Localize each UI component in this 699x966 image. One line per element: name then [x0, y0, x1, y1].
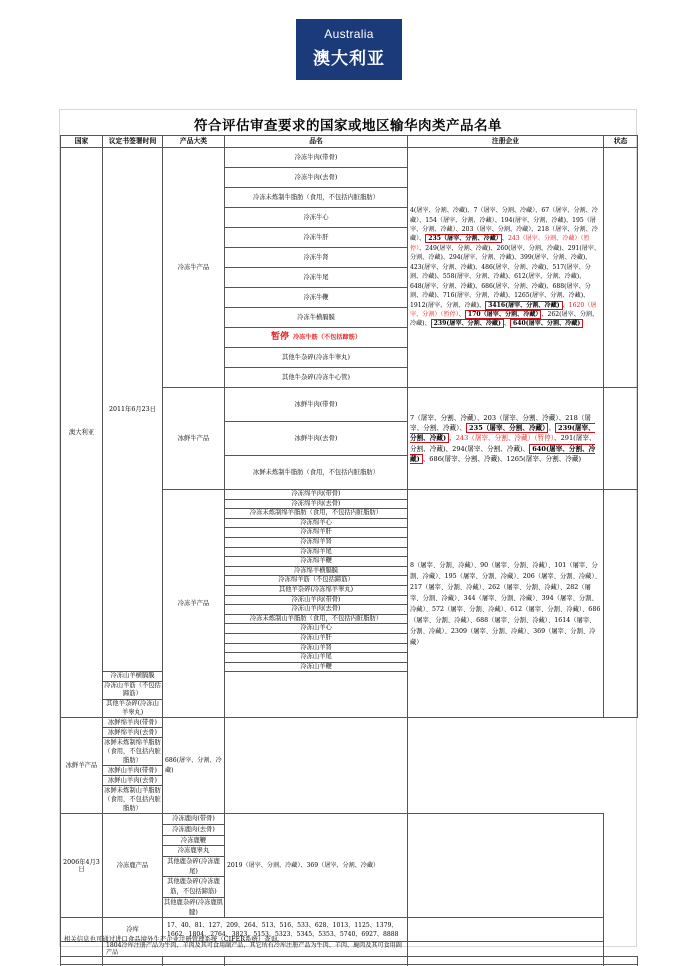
product-name: 冷冻绵羊心: [225, 518, 408, 528]
ent-highlight: 239(屠宰、分割、冷藏): [410, 424, 595, 443]
product-list-document: [59, 109, 637, 957]
product-name: 冰鲜绵羊肉(带骨): [103, 718, 163, 728]
product-name: 冷冻山羊筋（不包括蹄筋）: [103, 681, 163, 699]
category-chilled-beef: 冰鲜牛产品: [163, 388, 225, 490]
header-country: 国家: [61, 136, 103, 148]
ent-suspended: 1620（屠宰、分割）（暂停）: [410, 301, 597, 318]
product-name: 冷冻未炼制牛脂肪（食用，不包括内脏脂肪）: [225, 188, 408, 208]
enterprise-chilled-beef: 7（屠宰、分割、冷藏）、203（屠宰、分割、冷藏）、218（屠宰、分割、冷藏）、 235（屠宰、分割、冷藏） 、 239(屠宰、分割、冷藏) 、243（屠宰、分割、冷藏）（暂停）、291(屠宰、分割、冷藏)、294(屠宰、分割、冷藏)、 640(屠宰、分割、冷藏) 、686(屠宰、分割、冷藏)、1265(屠宰、分割、冷藏): [408, 388, 604, 490]
category-frozen-beef: 冷冻牛产品: [163, 148, 225, 388]
category-frozen-deer: 冷冻鹿产品: [103, 814, 163, 918]
cold-store-enterprises: 17、40、81、127、209、264、513、516、533、628、1013、1125、1379、1662、1804、2764、3823、5153、5323、5345、5353、5740、6927、8888: [163, 918, 408, 942]
status-cell: [408, 814, 604, 918]
ent-text: 7（屠宰、分割、冷藏）、203（屠宰、分割、冷藏）、218（屠宰、分割、冷藏）、: [410, 413, 592, 433]
country-banner: [296, 19, 402, 80]
ent-suspended: 243（屠宰、分割、冷藏）（暂停）: [410, 235, 590, 252]
header-product: 品名: [225, 136, 408, 148]
product-name: 其他牛杂碎(冷冻牛心管): [225, 368, 408, 388]
product-name: 冷冻山羊肝: [225, 633, 408, 643]
product-name: 冷冻鹿鞭: [163, 835, 225, 846]
product-name: 冷冻绵羊肉(带骨): [225, 490, 408, 500]
product-name: 冷冻牛鞭: [225, 288, 408, 308]
category-cold-store: 冷库: [103, 918, 163, 942]
suspended-product: [225, 328, 408, 348]
product-name: 冷冻鹿肉(带骨): [163, 814, 225, 825]
table-row: [61, 148, 638, 168]
product-name: 冷冻绵羊横膈膜: [225, 566, 408, 576]
product-name: 冰鲜牛肉(带骨): [225, 388, 408, 422]
product-name: 冷冻未炼制山羊脂肪（食用，不包括内脏脂肪）: [225, 614, 408, 624]
ent-highlight: 235（屠宰、分割、冷藏）: [425, 234, 502, 243]
cold-store-note: 1804冷库注册产品为牛肉、羊肉及其可食用副产品，其它所有冷库注册产品为牛肉、羊肉、鹿肉及其可食用副产品: [103, 942, 408, 957]
product-name: 其他鹿杂碎(冷冻鹿肌腱): [163, 897, 225, 917]
product-name: 冷冻绵羊肉(去骨): [225, 499, 408, 509]
product-name: 冷冻鹿睾丸: [163, 846, 225, 857]
date-cell-2006: 2006年4月3日: [61, 814, 103, 918]
ent-highlight: 640(屠宰、分割、冷藏): [510, 319, 583, 328]
product-name: 冷冻绵羊筋（不包括蹄筋）: [225, 576, 408, 586]
suspended-product-name: 冷冻牛筋（不包括蹄筋）: [292, 334, 362, 342]
product-name: 其他羊杂碎(冷冻绵羊睾丸): [225, 585, 408, 595]
product-name: 冰鲜未炼制绵羊脂肪（食用，不包括内脏脂肪）: [104, 739, 161, 765]
ent-suspended: 243（屠宰、分割、冷藏）（暂停）: [455, 434, 554, 443]
note-row: [61, 942, 638, 957]
ent-text: 4(屠宰、分割、冷藏)、7（屠宰、分割、冷藏）、67（屠宰、分割、冷藏）、154（屠宰、分割、冷藏）、194(屠宰、分割、冷藏)、195（屠宰、分割、冷藏）、203（屠宰、分割、冷藏）、218（屠宰、分割、冷藏）、: [410, 207, 598, 243]
product-name: 冰鲜未炼制牛脂肪（食用，不包括内脏脂肪）: [225, 456, 408, 490]
product-name: 冷冻山羊肾: [225, 643, 408, 653]
enterprise-frozen-sheep: 8（屠宰、分割、冷藏）、90（屠宰、分割、冷藏）、101（屠宰、分割、冷藏）、195（屠宰、分割、冷藏）、206（屠宰、分割、冷藏）、217（屠宰、分割、冷藏）、262（屠宰、分割、冷藏）、282（屠宰、分割、冷藏）、344（屠宰、分割、冷藏）、394（屠宰、分割、冷藏）、572（屠宰、分割、冷藏）、612（屠宰、分割、冷藏）、686（屠宰、分割、冷藏）、688（屠宰、分割、冷藏）、1614（屠宰、分割、冷藏）、2309（屠宰、分割、冷藏）、369（屠宰、分割、冷藏）: [408, 490, 604, 718]
product-name: 冰鲜山羊肉(带骨): [103, 766, 163, 776]
empty-row: [61, 957, 638, 965]
product-name: 冷冻牛肝: [225, 228, 408, 248]
product-name: 冷冻山羊心: [225, 624, 408, 634]
header-enterprise: 注册企业: [408, 136, 604, 148]
category-chilled-sheep: 冰鲜羊产品: [61, 718, 103, 814]
product-table: [60, 135, 638, 966]
footer-note: 相关信息也可通过进口食品境外生产企业注册管理系统（CIFER系统）查询。: [64, 935, 284, 943]
ent-highlight: 235（屠宰、分割、冷藏）: [466, 423, 548, 433]
product-name: 冷冻绵羊肾: [225, 537, 408, 547]
product-name: 其他牛杂碎(冷冻牛睾丸): [225, 348, 408, 368]
ent-highlight: 170（屠宰、分割、冷藏）: [465, 310, 542, 319]
product-name: 冷冻牛横膈膜: [225, 308, 408, 328]
header-row: [61, 136, 638, 148]
document-title: 符合评估审查要求的国家或地区输华肉类产品名单: [194, 118, 502, 134]
banner-english-title: Australia: [324, 27, 374, 41]
product-name: 冷冻山羊鞭: [225, 662, 408, 672]
enterprise-chilled-sheep: 686(屠宰、分割、冷藏): [163, 718, 225, 814]
product-name: 冷冻山羊尾: [225, 653, 408, 663]
status-cell: [604, 388, 638, 490]
product-name: 其他羊杂碎(冷冻山羊睾丸): [103, 700, 163, 718]
ent-text: 、291(屠宰、分割、冷藏)、294(屠宰、分割、冷藏)、: [410, 434, 596, 453]
status-cell: [604, 148, 638, 388]
header-category: 产品大类: [163, 136, 225, 148]
ent-text: 、249(屠宰、分割、冷藏)、260(屠宰、分割、冷藏)、291(屠宰、分割、冷藏)、294(屠宰、分割、冷藏)、399(屠宰、分割、冷藏)、423(屠宰、分割、冷藏)、486(屠宰、分割、冷藏)、517(屠宰、分割、冷藏)、558(屠宰、分割、冷藏)、612(屠宰、分割、冷藏)、648(屠宰、分割、冷藏)、686(屠宰、分割、冷藏)、688(屠宰、分割、冷藏)、716(屠宰、分割、冷藏)、1265(屠宰、分割、冷藏)、1912(屠宰、分割、冷藏)、: [410, 244, 600, 309]
product-name: 冷冻绵羊肝: [225, 528, 408, 538]
enterprise-frozen-beef: 4(屠宰、分割、冷藏)、7（屠宰、分割、冷藏）、67（屠宰、分割、冷藏）、154（屠宰、分割、冷藏）、194(屠宰、分割、冷藏)、195（屠宰、分割、冷藏）、203（屠宰、分割、冷藏）、218（屠宰、分割、冷藏）、 235（屠宰、分割、冷藏） 、243（屠宰、分割、冷藏）（暂停）、249(屠宰、分割、冷藏)、260(屠宰、分割、冷藏)、291(屠宰、分割、冷藏)、294(屠宰、分割、冷藏)、399(屠宰、分割、冷藏)、423(屠宰、分割、冷藏)、486(屠宰、分割、冷藏)、517(屠宰、分割、冷藏)、558(屠宰、分割、冷藏)、612(屠宰、分割、冷藏)、648(屠宰、分割、冷藏)、686(屠宰、分割、冷藏)、688(屠宰、分割、冷藏)、716(屠宰、分割、冷藏)、1265(屠宰、分割、冷藏)、1912(屠宰、分割、冷藏)、 3416(屠宰、分割、冷藏) 、1620（屠宰、分割）（暂停）、 170（屠宰、分割、冷藏） 、262(屠宰、分割、冷藏)、 239(屠宰、分割、冷藏) 、 640(屠宰、分割、冷藏): [408, 148, 604, 388]
product-name: 其他鹿杂碎(冷冻鹿尾): [163, 857, 225, 877]
product-name: 冷冻牛肾: [225, 248, 408, 268]
product-name: 冷冻牛肉(去骨): [225, 168, 408, 188]
suspended-label: 暂停: [270, 332, 289, 343]
product-name: 冷冻未炼制绵羊脂肪（食用，不包括内脏脂肪）: [225, 509, 408, 519]
product-name: 冷冻绵羊尾: [225, 547, 408, 557]
status-cell: [604, 490, 638, 718]
ent-text: 、262(屠宰、分割、冷藏): [410, 310, 599, 328]
product-name: 冷冻牛心: [225, 208, 408, 228]
product-name: 冰鲜牛肉(去骨): [225, 422, 408, 456]
product-name: 冰鲜未炼制山羊脂肪（食用，不包括内脏脂肪）: [104, 787, 161, 813]
status-cell: [225, 718, 408, 814]
header-status: 状态: [604, 136, 638, 148]
product-name: 冰鲜山羊肉(去骨): [103, 776, 163, 786]
ent-highlight: 3416(屠宰、分割、冷藏): [485, 301, 562, 310]
product-name: 其他鹿杂碎(冷冻鹿筋，不包括蹄筋): [163, 877, 225, 897]
ent-text: 、686(屠宰、分割、冷藏)、1265(屠宰、分割、冷藏): [422, 454, 582, 463]
category-frozen-sheep: 冷冻羊产品: [163, 490, 225, 718]
country-cell: 澳大利亚: [61, 148, 103, 718]
banner-chinese-title: 澳大利亚: [313, 49, 385, 69]
product-name: 冷冻牛尾: [225, 268, 408, 288]
product-name: 冰鲜绵羊肉(去骨): [103, 728, 163, 738]
date-cell-2011: 2011年6月23日: [103, 148, 163, 672]
header-date: 议定书签署时间: [103, 136, 163, 148]
product-name: 冷冻山羊肉(去骨): [225, 605, 408, 615]
ent-highlight: 640(屠宰、分割、冷藏): [410, 444, 596, 463]
product-name: 冷冻绵羊鞭: [225, 557, 408, 567]
enterprise-frozen-deer: 2019（屠宰、分割、冷藏）、369（屠宰、分割、冷藏）: [225, 814, 408, 918]
status-cell: [408, 918, 604, 942]
product-name: 冷冻鹿肉(去骨): [163, 824, 225, 835]
product-name: 冷冻山羊肉(带骨): [225, 595, 408, 605]
product-name: 冷冻山羊横膈膜: [103, 672, 163, 682]
ent-highlight: 239(屠宰、分割、冷藏): [431, 319, 504, 328]
product-name: 冷冻牛肉(带骨): [225, 148, 408, 168]
